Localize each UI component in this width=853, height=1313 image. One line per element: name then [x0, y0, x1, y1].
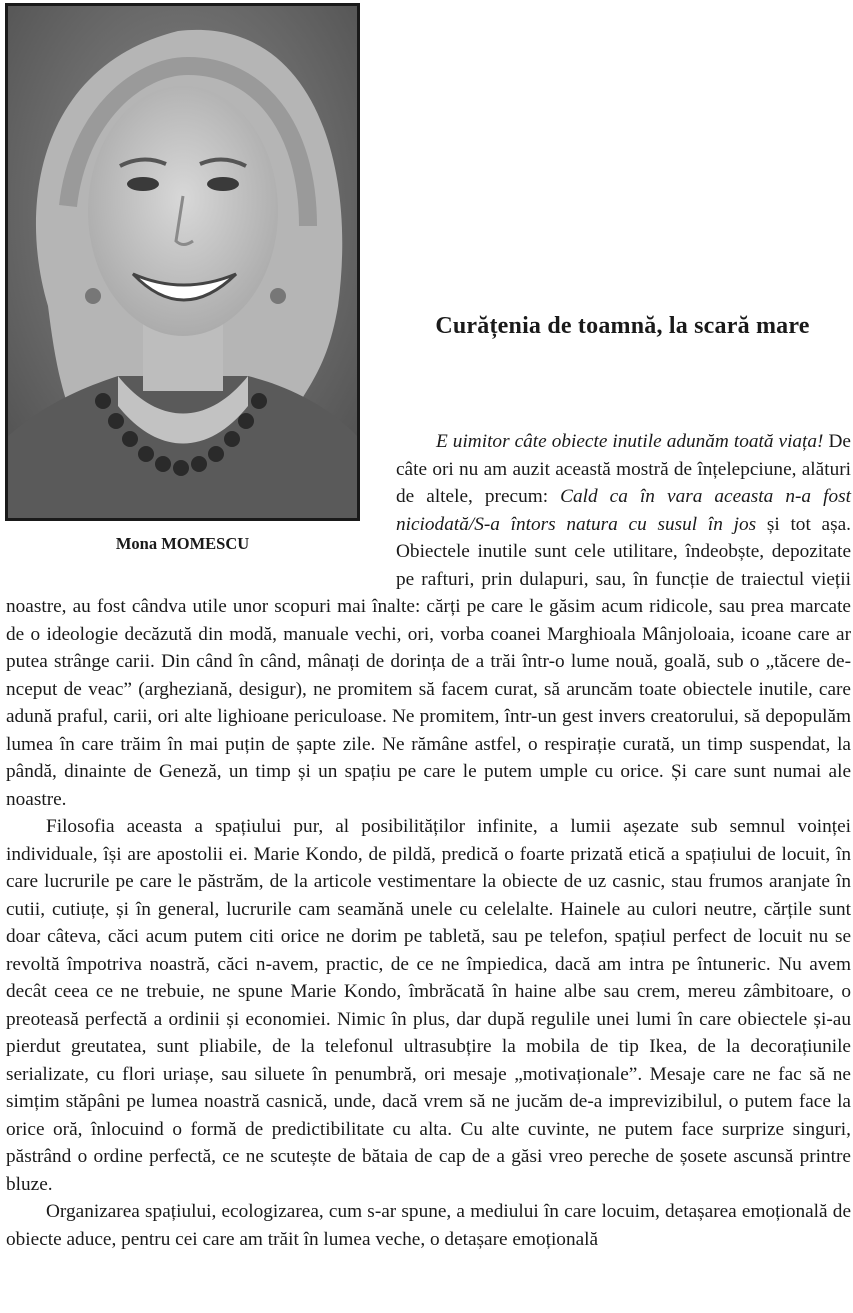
article-body	[6, 428, 851, 1253]
quote-italic-1: E uimitor câte obiecte inutile adunăm toată viața!	[436, 431, 824, 452]
paragraph-2: Filosofia aceasta a spațiului pur, al posibilităților infinite, a lumii așezate sub semnul voinței individuale, își are apostolii ei. Marie Kondo, de pildă, predică o foarte prizată etică a spațiului de locuit, în care lucrurile pe care le păstrăm, de la articole vestimentare la obiecte de uz casnic, stau frumos aranjate în cutii, cutiuțe, și în general, lucrurile cam seamănă unele cu celelalte. Hainele au culori neutre, cărțile sunt doar câteva, căci acum putem citi orice ne dorim pe tabletă, sau pe telefon, spațiul perfect de locuit nu se revoltă împotriva noastră, căci n-avem, practic, de ce ne împiedica, dacă am intra pe întuneric. Nu avem decât ceea ce ne trebuie, ne spune Marie Kondo, îmbrăcată în haine albe sau crem, mereu zâmbitoare, o preoteasă perfectă a ordinii și economiei. Nimic în plus, dar după regulile unei lumi în care obiectele și-au pierdut greutatea, sunt pliabile, de la telefonul ultrasubțire la mobila de tip Ikea, de la decorațiunile serializate, cu flori uriașe, sau siluete în penumbră, ori mesaje „motivaționale”. Mesaje care ne fac să ne simțim stăpâni pe lumea noastră casnică, unde, dacă vrem să ne jucăm de-a imprevizibilul, o putem face la orice oră, înlocuind o formă de predictibilitate cu alta. Cu alte cuvinte, ne putem face surprize singuri, păstrând o ordine perfectă, ce ne scutește de bătaia de cap de a găsi vreo pereche de șosete ascunsă printre bluze.	[6, 816, 851, 1195]
article-title: Curățenia de toamnă, la scară mare	[435, 313, 810, 339]
quote-italic-2: Cald ca în vara aceasta n-a fost niciodată/S-a întors natura cu susul în jos	[396, 486, 851, 535]
paragraph-3: Organizarea spațiului, ecologizarea, cum s-ar spune, a mediului în care locuim, detașarea emoțională de obiecte aduce, pentru cei care am trăit în lumea veche, o detașare emoțională	[6, 1201, 851, 1250]
photo-wrap-space	[6, 428, 396, 593]
paragraph-1-text-b: și tot așa. Obiectele inutile sunt cele utilitare, îndeobște, depozitate pe rafturi, prin dulapuri, sau, în funcție de traiectul vieții noastre, au fost cândva utile unor scopuri mai înalte: cărți pe care le găsim acum ridicole, sau prea marcate de o ideologie decăzută din modă, manuale vechi, ori, vorba coanei Marghioala Mânjoloaia, icoane care ar putea strânge carii. Din când în când, mânați de dorința de a trăi într-o lume nouă, goală, sub o „tăcere de-nceput de veac” (argheziană, desigur), ne promitem să facem curat, să aruncăm toate obiectele inutile, care adună praful, carii, ori alte lighioane periculoase. Ne promitem, într-un gest invers creatorului, să depopulăm lumea în care trăim în mai puțin de șapte zile. Ne rămâne astfel, o respirație curată, un timp suspendat, la pândă, dinainte de Geneză, un timp și un spațiu pe care le putem umple cu orice. Și care sunt numai ale noastre.	[6, 513, 851, 810]
paragraph-1-text-a: De câte ori nu am auzit această mostră de înțelepciune, alături de altele, precum:	[396, 431, 851, 507]
author-caption: Mona MOMESCU	[115, 534, 250, 553]
